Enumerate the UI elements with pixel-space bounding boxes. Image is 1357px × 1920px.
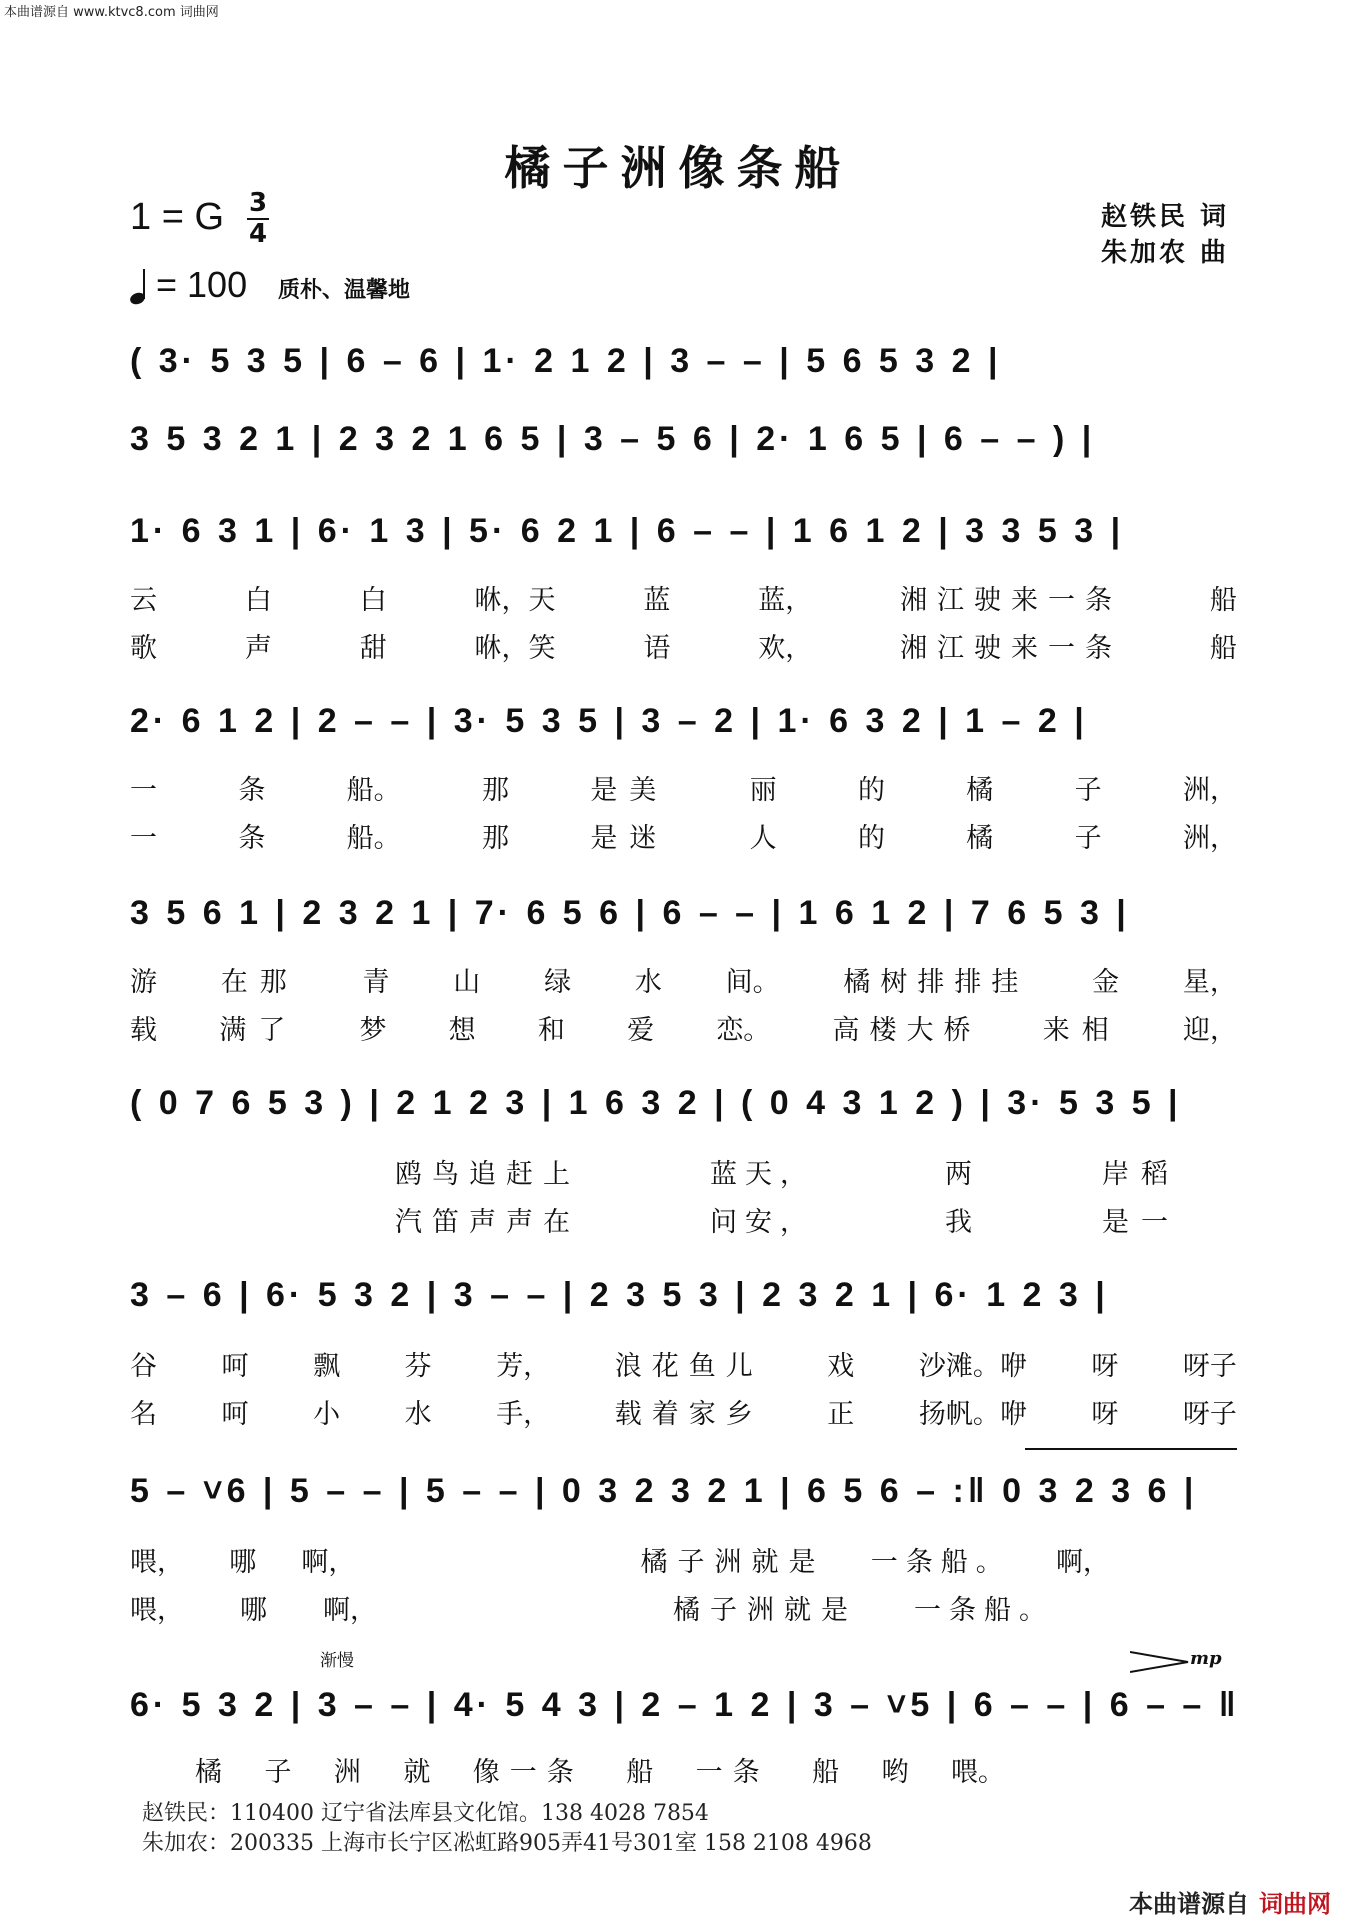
lyric: 哪 [229, 1547, 257, 1578]
source-header: 本曲谱源自 www.ktvc8.com 词曲网 [4, 5, 219, 20]
lyric: 那 [481, 823, 509, 854]
lyric: 汽笛声声在 [395, 1207, 580, 1238]
score-line-4: 2· 6 1 2 | 2 – – | 3· 5 3 5 | 3 – 2 | 1· 6 3 2 | 1 – 2 | [130, 702, 1088, 740]
ritardando-mark: 渐慢 [320, 1651, 354, 1671]
lyric: 哪 [240, 1595, 267, 1626]
lyric: 条 [238, 775, 266, 806]
tempo-value: = 100 [156, 264, 248, 305]
lyric: 呀 [1091, 1351, 1119, 1382]
lyrics-verse1-line6 [395, 1152, 1180, 1191]
lyric: 金 [1092, 967, 1120, 998]
lyric: 恋。 [716, 1015, 771, 1046]
lyric: 小 [313, 1399, 341, 1430]
lyric: 就 [403, 1757, 431, 1788]
lyric: 蓝 [643, 585, 671, 616]
lyric: 呀 [1091, 1399, 1119, 1430]
lyric: 呀子 [1182, 1399, 1237, 1430]
lyric: 一条船。 [914, 1595, 1054, 1626]
volta-line [1025, 1448, 1237, 1450]
time-bottom: 4 [248, 219, 268, 249]
dynamic-mark: mp [1190, 1648, 1222, 1669]
lyric: 洲， [1182, 775, 1237, 806]
lyric: 橘 [966, 823, 994, 854]
song-title: 橘子洲像条船 [504, 141, 853, 195]
lyric: 洲， [1182, 823, 1237, 854]
lyric: 声 [244, 633, 272, 664]
lyric: 洲 [333, 1757, 361, 1788]
lyric: 戏 [827, 1351, 855, 1382]
key-signature: 1 = G [130, 196, 224, 238]
lyric: 呵 [221, 1351, 249, 1382]
lyric: 橘 [966, 775, 994, 806]
lyrics-verse2-line8 [130, 1588, 1110, 1627]
lyric: 那 [481, 775, 509, 806]
volta-bracket [1025, 1448, 1237, 1450]
score-line-1: ( 3· 5 3 5 | 6 – 6 | 1· 2 1 2 | 3 – – | 5 6 5 3 2 | [130, 342, 1002, 380]
time-signature [244, 190, 272, 248]
lyric: 蓝天， [710, 1159, 815, 1190]
lyric: 喂， [130, 1547, 184, 1578]
lyric: 欢， [758, 633, 813, 664]
lyric: 丽 [749, 775, 777, 806]
lyric: 湘江驶来一条 [900, 585, 1123, 616]
score-line-6: ( 0 7 6 5 3 ) | 2 1 2 3 | 1 6 3 2 | ( 0 4 3 1 2 ) | 3· 5 3 5 | [130, 1084, 1182, 1122]
lyric: 岸稻 [1102, 1159, 1180, 1190]
lyric: 我 [945, 1207, 972, 1238]
lyric: 浪花鱼儿 [614, 1351, 763, 1382]
lyric: 爱 [627, 1015, 655, 1046]
lyric: 山 [453, 967, 481, 998]
lyric: 咻，天 [474, 585, 556, 616]
footer-source: 本曲谱源自 [1129, 1890, 1249, 1918]
lyric: 芬 [404, 1351, 432, 1382]
lyric: 一 [130, 823, 157, 854]
lyric: 白 [359, 585, 387, 616]
lyric: 的 [857, 823, 885, 854]
lyric: 啊， [301, 1547, 356, 1578]
lyric: 船 [626, 1757, 654, 1788]
tempo-mark [130, 264, 247, 306]
lyrics-verse2-line7 [130, 1392, 1237, 1431]
contact-lyricist: 赵铁民：110400 辽宁省法库县文化馆。138 4028 7854 [142, 1801, 709, 1826]
lyric: 满了 [219, 1015, 298, 1046]
lyrics-verse1-line4 [130, 768, 1237, 807]
lyric: 来相 [1042, 1015, 1121, 1046]
lyric: 湘江驶来一条 [900, 633, 1123, 664]
lyric: 问安， [710, 1207, 815, 1238]
lyric: 青 [362, 967, 390, 998]
score-line-8: 5 – ˅6 | 5 – – | 5 – – | 0 3 2 3 2 1 | 6 5 6 – :‖ 0 3 2 3 6 | [130, 1472, 1198, 1510]
lyric: 一条船。 [870, 1547, 1011, 1578]
lyric: 喂， [130, 1595, 184, 1626]
lyric: 谷 [130, 1351, 157, 1382]
lyric: 水 [634, 967, 662, 998]
lyric: 啊， [1055, 1547, 1110, 1578]
lyric: 呵 [221, 1399, 249, 1430]
lyric: 橘树排排挂 [843, 967, 1029, 998]
lyric: 两 [945, 1159, 972, 1190]
lyric: 子 [1074, 775, 1102, 806]
lyric: 子 [264, 1757, 292, 1788]
lyric: 游 [130, 967, 157, 998]
lyric: 船 [1209, 633, 1237, 664]
lyrics-verse2-line6 [395, 1200, 1180, 1239]
lyric: 云 [130, 585, 157, 616]
lyric: 橘 [195, 1757, 222, 1788]
lyric: 高楼大桥 [832, 1015, 981, 1046]
lyric: 在那 [220, 967, 299, 998]
score-line-5: 3 5 6 1 | 2 3 2 1 | 7· 6 5 6 | 6 – – | 1 6 1 2 | 7 6 5 3 | [130, 894, 1130, 932]
lyric: 啊， [323, 1595, 377, 1626]
lyric: 一条 [695, 1757, 770, 1788]
composer-credit: 朱加农 曲 [1100, 238, 1229, 268]
decrescendo-hairpin [1130, 1650, 1190, 1674]
lyric: 蓝， [758, 585, 813, 616]
lyrics-line9 [195, 1750, 1005, 1789]
lyric: 橘子洲就是 [673, 1595, 858, 1626]
footer-site: 词曲网 [1259, 1890, 1331, 1918]
lyric: 想 [448, 1015, 476, 1046]
lyrics-verse1-line5 [130, 960, 1237, 999]
footer-watermark [1129, 1884, 1331, 1919]
lyric: 是迷 [590, 823, 669, 854]
lyric: 扬帆。咿 [918, 1399, 1027, 1430]
lyric: 的 [857, 775, 885, 806]
score-line-2: 3 5 3 2 1 | 2 3 2 1 6 5 | 3 – 5 6 | 2· 1 6 5 | 6 – – ) | [130, 420, 1096, 458]
lyric: 水 [404, 1399, 432, 1430]
lyric: 梦 [359, 1015, 387, 1046]
lyric: 沙滩。咿 [918, 1351, 1027, 1382]
lyric: 名 [130, 1399, 157, 1430]
lyricist-credit: 赵铁民 词 [1100, 202, 1229, 232]
lyric: 飘 [313, 1351, 341, 1382]
lyric: 载着家乡 [614, 1399, 763, 1430]
lyric: 和 [537, 1015, 565, 1046]
lyric: 咻，笑 [474, 633, 556, 664]
lyric: 呀子 [1182, 1351, 1237, 1382]
lyrics-verse2-line5 [130, 1008, 1237, 1047]
lyric: 星， [1182, 967, 1237, 998]
lyric: 是一 [1102, 1207, 1180, 1238]
lyrics-verse1-line8 [130, 1540, 1110, 1579]
mood-marking: 质朴、温馨地 [278, 278, 411, 303]
quarter-note-icon [130, 270, 150, 306]
lyric: 橘子洲就是 [640, 1547, 826, 1578]
score-line-7: 3 – 6 | 6· 5 3 2 | 3 – – | 2 3 5 3 | 2 3 2 1 | 6· 1 2 3 | [130, 1276, 1109, 1314]
lyric: 船。 [346, 775, 401, 806]
lyric: 船。 [346, 823, 401, 854]
lyric: 甜 [359, 633, 387, 664]
score-line-9: 6· 5 3 2 | 3 – – | 4· 5 4 3 | 2 – 1 2 | 3 – ˅5 | 6 – – | 6 – – ‖ [130, 1686, 1240, 1724]
lyric: 间。 [725, 967, 780, 998]
lyric: 载 [130, 1015, 157, 1046]
lyric: 迎， [1182, 1015, 1237, 1046]
time-top: 3 [248, 188, 268, 218]
lyric: 是美 [590, 775, 669, 806]
lyric: 白 [244, 585, 272, 616]
lyric: 芳， [496, 1351, 551, 1382]
lyrics-verse1-line7 [130, 1344, 1237, 1383]
lyric: 鸥鸟追赶上 [395, 1159, 580, 1190]
lyric: 子 [1074, 823, 1102, 854]
lyrics-verse2-line3 [130, 626, 1237, 665]
lyric: 歌 [130, 633, 157, 664]
lyric: 像一条 [472, 1757, 584, 1788]
lyric: 手， [496, 1399, 551, 1430]
score-line-3: 1· 6 3 1 | 6· 1 3 | 5· 6 2 1 | 6 – – | 1 6 1 2 | 3 3 5 3 | [130, 512, 1125, 550]
contact-composer: 朱加农：200335 上海市长宁区凇虹路905弄41号301室 158 2108 4968 [142, 1831, 872, 1856]
lyric: 哟 [881, 1757, 909, 1788]
lyric: 语 [643, 633, 671, 664]
lyric: 人 [749, 823, 777, 854]
lyric: 喂。 [950, 1757, 1005, 1788]
lyrics-verse1-line3 [130, 578, 1237, 617]
lyrics-verse2-line4 [130, 816, 1237, 855]
lyric: 船 [1209, 585, 1237, 616]
lyric: 正 [827, 1399, 855, 1430]
lyric: 条 [238, 823, 266, 854]
lyric: 一 [130, 775, 157, 806]
lyric: 绿 [544, 967, 572, 998]
lyric: 船 [812, 1757, 840, 1788]
